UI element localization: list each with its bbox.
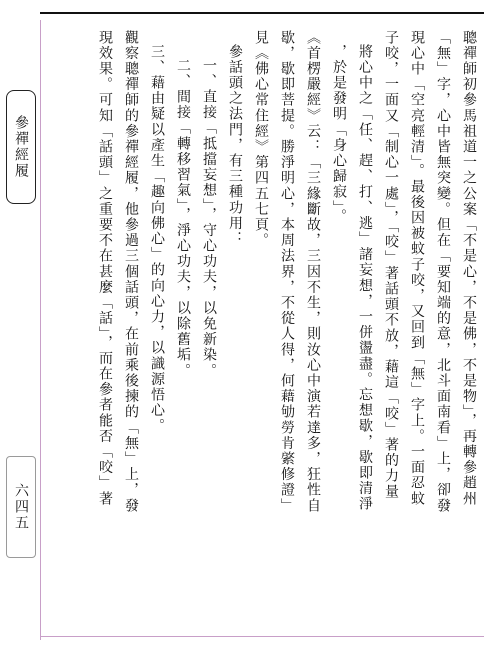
top-rule (40, 12, 484, 14)
page-number-label: 六四五 (13, 483, 29, 531)
text-column: 現心中「空亮輕清」。最後因被蚊子咬，又回到「無」字上。一面忍蚊 (409, 30, 425, 507)
text-column: 將心中之「任、趕、打、逃」諸妄想，一併盪盡。忘想歇，歇即清淨 (357, 44, 373, 512)
text-column: 三、藉由疑以產生「趣向佛心」的向心力，以識源悟心。 (149, 44, 165, 434)
book-title-tab (6, 90, 36, 204)
page-frame-left (40, 20, 41, 640)
text-column: 聰禪師初參馬祖道一之公案「不是心，不是佛，不是物」，再轉參趙州 (461, 30, 477, 507)
text-column: ，於是發明「身心歸寂」。 (331, 44, 347, 225)
page-number-tab (6, 456, 36, 558)
book-title-label: 參禪經履 (13, 115, 29, 179)
text-column: 參話頭之法門，有三種功用： (227, 44, 243, 247)
text-column: 一、直接「抵擋妄想」，守心功夫，以免新染。 (201, 58, 217, 379)
page-frame-bottom (40, 636, 484, 637)
text-column: 歇，歇即菩提。勝淨明心，本周法界，不從人得，何藉劬勞肯綮修證」 (279, 30, 295, 514)
text-column: 《首楞嚴經》云：「三緣斷故，三因不生，則汝心中演若達多，狂性自 (305, 30, 321, 514)
text-column: 「無」字，心中皆無突變。但在「要知端的意，北斗面南看」上，卻發 (435, 30, 451, 514)
text-column: 觀察聰禪師的參禪經履，他參過三個話頭，在前乘後揀的「無」上，發 (123, 30, 139, 514)
text-column: 二、間接「轉移習氣」，淨心功夫，以除舊垢。 (175, 58, 191, 379)
text-column: 見《佛心常住經》第四五七頁。 (253, 30, 269, 249)
text-column: 子咬，一面又「制心一處」，「咬」著話頭不放，藉這「咬」著的力量 (383, 30, 399, 500)
vertical-text-body (46, 30, 482, 632)
text-column: 現效果。可知「話頭」之重要不在甚麼「話」，而在參者能否「咬」著 (97, 30, 113, 507)
